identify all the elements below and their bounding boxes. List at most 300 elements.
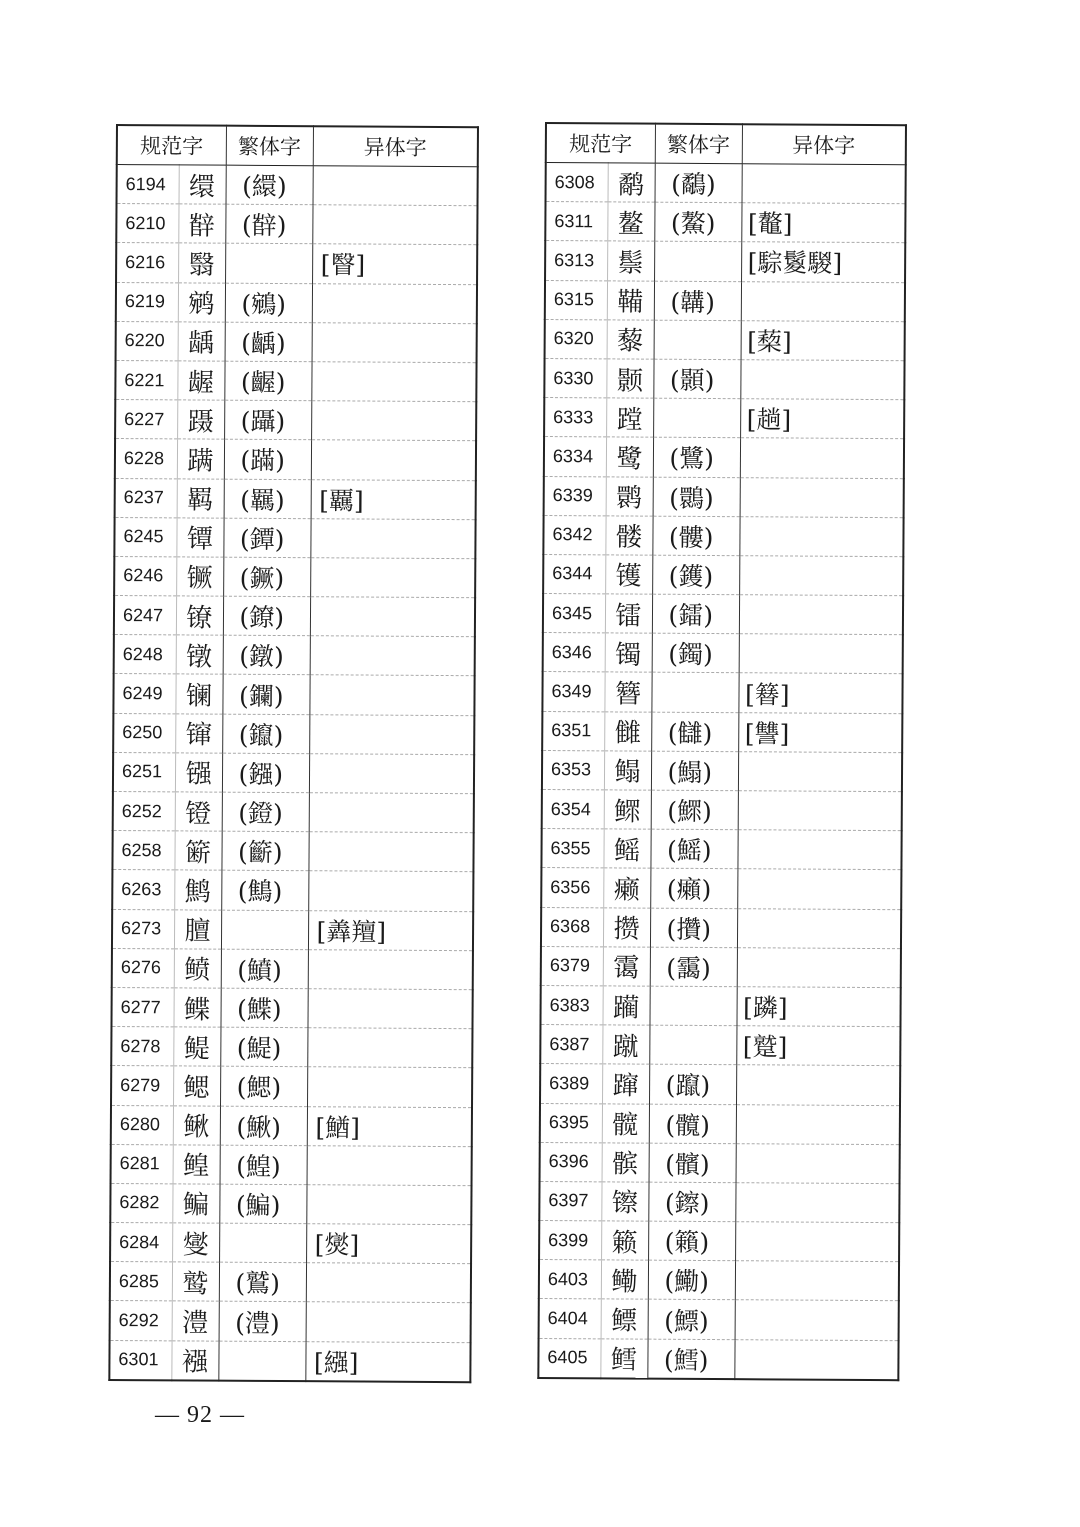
traditional-char: (鐳) [652, 594, 739, 634]
table-row [541, 868, 901, 909]
standard-char: 霭 [603, 947, 650, 986]
char-number: 6276 [112, 948, 174, 988]
variant-char [307, 1028, 472, 1068]
standard-char: 鳅 [173, 1105, 220, 1144]
traditional-char: (齷) [224, 361, 311, 401]
variant-char [735, 1261, 899, 1301]
standard-char: 镡 [176, 518, 223, 557]
traditional-char [653, 398, 740, 438]
char-number: 6248 [114, 635, 176, 675]
traditional-char: (澧) [219, 1302, 306, 1342]
standard-char: 鹮 [606, 476, 653, 515]
standard-char: 籁 [601, 1221, 648, 1260]
char-number: 6249 [113, 674, 175, 714]
char-number: 6379 [541, 946, 603, 986]
table-row [116, 204, 477, 245]
variant-char [736, 1065, 900, 1105]
variant-char [736, 1104, 900, 1144]
table-row [110, 1262, 471, 1303]
variant-char [738, 791, 902, 831]
table-header-row [546, 123, 906, 165]
traditional-char: (羈) [224, 479, 311, 519]
standard-char: 蹑 [177, 400, 224, 439]
variant-char [306, 1185, 471, 1225]
table-row [544, 358, 904, 399]
variant-char [737, 830, 901, 870]
char-number: 6219 [116, 282, 178, 322]
table-row [539, 1181, 899, 1222]
table-row [540, 1142, 900, 1183]
char-number: 6277 [111, 987, 173, 1027]
traditional-char: (鷲) [219, 1262, 306, 1302]
char-number: 6351 [542, 711, 604, 751]
traditional-char: (齲) [225, 322, 312, 362]
variant-char [310, 636, 475, 676]
char-number: 6346 [543, 633, 605, 673]
traditional-char [218, 1341, 305, 1381]
char-number: 6383 [540, 985, 602, 1025]
char-number: 6278 [111, 1027, 173, 1067]
char-number: 6399 [539, 1221, 601, 1261]
variant-char: [覊] [311, 479, 476, 519]
character-table-left [108, 124, 479, 1383]
standard-char: 缳 [179, 165, 226, 204]
table-row [543, 554, 903, 595]
standard-char: 髌 [602, 1143, 649, 1182]
traditional-char [649, 1025, 736, 1065]
char-number: 6194 [117, 165, 179, 205]
traditional-char: (顥) [653, 359, 740, 399]
traditional-char [654, 320, 741, 360]
table-row [117, 165, 478, 206]
char-number: 6245 [114, 517, 176, 557]
variant-char [309, 793, 474, 833]
table-row [541, 946, 901, 987]
table-row [113, 752, 474, 793]
standard-char: 鲼 [174, 949, 221, 988]
traditional-char: (鰲) [654, 202, 741, 242]
char-number: 6284 [110, 1223, 172, 1263]
standard-char: 鳏 [604, 790, 651, 829]
traditional-char: (鰓) [220, 1066, 307, 1106]
char-number: 6227 [115, 400, 177, 440]
table-row [540, 1025, 900, 1066]
table-row [111, 1144, 472, 1185]
standard-char: 簖 [174, 831, 221, 870]
table-row [541, 829, 901, 870]
standard-char: 鞴 [607, 280, 654, 319]
traditional-char: (籟) [648, 1221, 735, 1261]
table-row [113, 674, 474, 715]
standard-char: 鳐 [603, 829, 650, 868]
variant-char [307, 1145, 472, 1185]
char-number: 6301 [109, 1340, 171, 1380]
table-body-left [109, 165, 477, 1382]
variant-char: [趟] [740, 399, 904, 439]
variant-char [310, 597, 475, 637]
standard-char: 镦 [176, 635, 223, 674]
variant-char [306, 1263, 471, 1303]
standard-char: 镭 [605, 594, 652, 633]
standard-char: 髋 [602, 1103, 649, 1142]
standard-char: 镧 [175, 674, 222, 713]
table-row [540, 1103, 900, 1144]
table-row [540, 985, 900, 1026]
header-traditional-char: 繁体字 [655, 124, 742, 164]
traditional-char: (髕) [649, 1143, 736, 1183]
standard-char: 镲 [601, 1182, 648, 1221]
char-number: 6356 [541, 868, 603, 908]
standard-char: 躏 [602, 986, 649, 1025]
standard-char: 羁 [177, 478, 224, 517]
standard-char: 鹫 [172, 1262, 219, 1301]
traditional-char: (蹣) [224, 439, 311, 479]
table-row [539, 1260, 899, 1301]
standard-char: 蹴 [602, 1025, 649, 1064]
table-row [115, 400, 476, 441]
standard-char: 鳌 [607, 202, 654, 241]
standard-char: 蹒 [177, 439, 224, 478]
variant-char: [瞖] [312, 244, 477, 284]
traditional-char: (鱝) [221, 949, 308, 989]
table-row [539, 1221, 899, 1262]
variant-char: [簮] [738, 673, 902, 713]
table-header-row [117, 125, 478, 167]
char-number: 6339 [544, 476, 606, 516]
char-number: 6405 [538, 1338, 600, 1378]
char-number: 6252 [113, 791, 175, 831]
standard-char: 镬 [605, 555, 652, 594]
variant-char: [羴羶] [308, 910, 473, 950]
table-row [542, 750, 902, 791]
variant-char [737, 869, 901, 909]
standard-char: 镯 [605, 633, 652, 672]
traditional-char: (鰩) [650, 829, 737, 869]
standard-char: 鳃 [173, 1066, 220, 1105]
variant-char [739, 634, 903, 674]
table-row [112, 831, 473, 872]
table-row [544, 476, 904, 517]
traditional-char: (鐐) [223, 596, 310, 636]
standard-char: 鳕 [600, 1338, 647, 1378]
variant-char [311, 362, 476, 402]
variant-char [306, 1302, 471, 1342]
char-number: 6281 [111, 1144, 173, 1184]
standard-char: 鳊 [172, 1184, 219, 1223]
traditional-char [221, 910, 308, 950]
traditional-char: (鐙) [222, 792, 309, 832]
traditional-char [225, 244, 312, 284]
table-row [110, 1183, 471, 1224]
traditional-char: (靄) [650, 947, 737, 987]
table-row [110, 1301, 471, 1342]
variant-char [735, 1222, 899, 1262]
variant-char [309, 675, 474, 715]
variant-char [742, 164, 906, 204]
traditional-char: (䴉) [653, 477, 740, 517]
header-variant-char: 异体字 [313, 126, 478, 167]
char-number: 6280 [111, 1105, 173, 1145]
variant-char: [鼇] [741, 203, 905, 243]
char-number: 6395 [540, 1103, 602, 1143]
variant-char [735, 1183, 899, 1223]
char-number: 6237 [115, 478, 177, 518]
traditional-char: (韝) [654, 281, 741, 321]
standard-char: 髅 [605, 516, 652, 555]
variant-char: [鰌] [307, 1106, 472, 1146]
char-number: 6311 [545, 202, 607, 242]
variant-char [309, 714, 474, 754]
variant-char [739, 556, 903, 596]
standard-char: 鳇 [173, 1145, 220, 1184]
variant-char [736, 1143, 900, 1183]
char-number: 6221 [115, 360, 177, 400]
char-number: 6368 [541, 907, 603, 947]
traditional-char: (攢) [650, 908, 737, 948]
variant-char [312, 205, 477, 245]
standard-char: 镢 [176, 557, 223, 596]
table-row [541, 907, 901, 948]
char-number: 6263 [112, 870, 174, 910]
variant-char [737, 947, 901, 987]
variant-char [734, 1339, 898, 1380]
standard-char: 鹬 [608, 163, 655, 202]
standard-char: 蹚 [606, 398, 653, 437]
table-row [112, 909, 473, 950]
traditional-char: (躡) [224, 400, 311, 440]
table-row [111, 1105, 472, 1146]
traditional-char [651, 673, 738, 713]
table-row [110, 1223, 471, 1264]
traditional-char: (鑊) [652, 555, 739, 595]
char-number: 6396 [540, 1142, 602, 1182]
table-row [113, 713, 474, 754]
variant-char [311, 440, 476, 480]
table-row [114, 596, 475, 637]
table-row [542, 672, 902, 713]
traditional-char: (鵷) [225, 283, 312, 323]
table-row [545, 241, 905, 282]
standard-char: 镣 [176, 596, 223, 635]
variant-char [307, 989, 472, 1029]
char-number: 6292 [110, 1301, 172, 1341]
char-number: 6220 [116, 321, 178, 361]
char-number: 6344 [543, 554, 605, 594]
standard-char: 鳓 [601, 1260, 648, 1299]
traditional-char: (繯) [226, 165, 313, 205]
variant-char: [讐] [738, 712, 902, 752]
char-number: 6389 [540, 1064, 602, 1104]
char-number: 6246 [114, 556, 176, 596]
variant-char: [蔾] [741, 320, 905, 360]
traditional-char: (髖) [649, 1104, 736, 1144]
traditional-char: (鰳) [648, 1260, 735, 1300]
traditional-char: (鯿) [219, 1184, 306, 1224]
standard-char: 鳎 [604, 751, 651, 790]
table-row [113, 791, 474, 832]
char-number: 6315 [545, 280, 607, 320]
standard-char: 襁 [171, 1340, 218, 1380]
table-row [543, 633, 903, 674]
table-row [112, 948, 473, 989]
standard-char: 镪 [175, 753, 222, 792]
variant-char [740, 360, 904, 400]
traditional-char: (鰨) [651, 751, 738, 791]
char-number: 6333 [544, 398, 606, 438]
standard-char: 鲽 [173, 988, 220, 1027]
standard-char: 鳀 [173, 1027, 220, 1066]
table-row [115, 478, 476, 519]
variant-char [739, 516, 903, 556]
traditional-char: (鷸) [655, 163, 742, 203]
traditional-char [219, 1223, 306, 1263]
variant-char: [爕] [306, 1224, 471, 1264]
table-row [545, 280, 905, 321]
char-number: 6349 [542, 672, 604, 712]
table-body-right [538, 163, 905, 1380]
traditional-char: (鑭) [222, 675, 309, 715]
char-number: 6334 [544, 437, 606, 477]
variant-char [308, 832, 473, 872]
traditional-char: (鰥) [651, 790, 738, 830]
variant-char [312, 322, 477, 362]
variant-char: [騌鬉騣] [741, 242, 905, 282]
standard-char: 鳔 [601, 1299, 648, 1338]
char-number: 6247 [114, 596, 176, 636]
char-number: 6216 [116, 243, 178, 283]
standard-char: 膻 [174, 909, 221, 948]
standard-char: 澧 [172, 1301, 219, 1340]
variant-char [738, 752, 902, 792]
traditional-char [654, 242, 741, 282]
standard-char: 鬃 [607, 241, 654, 280]
char-number: 6282 [110, 1183, 172, 1223]
table-row [544, 398, 904, 439]
traditional-char: (鐔) [223, 518, 310, 558]
variant-char: [繦] [313, 1347, 359, 1378]
char-number: 6279 [111, 1066, 173, 1106]
traditional-char: (鰾) [648, 1300, 735, 1340]
variant-char [739, 595, 903, 635]
table-row [111, 1027, 472, 1068]
traditional-char: (讎) [651, 712, 738, 752]
traditional-char: (躥) [649, 1064, 736, 1104]
standard-char: 鹓 [178, 282, 225, 321]
traditional-char: (鷦) [221, 871, 308, 911]
char-number: 6353 [542, 750, 604, 790]
variant-char [308, 871, 473, 911]
variant-char [311, 401, 476, 441]
char-number: 6210 [116, 204, 178, 244]
variant-char: [蹵] [736, 1026, 900, 1066]
table-row [543, 515, 903, 556]
table-row [540, 1064, 900, 1105]
char-number: 6313 [545, 241, 607, 281]
standard-char: 镫 [175, 792, 222, 831]
table-row [111, 987, 472, 1028]
table-row [545, 319, 905, 360]
standard-char: 雠 [604, 711, 651, 750]
traditional-char: (鑔) [648, 1182, 735, 1222]
traditional-char: (鐝) [223, 557, 310, 597]
header-traditional-char: 繁体字 [226, 126, 313, 166]
char-number: 6308 [546, 163, 608, 203]
char-number: 6345 [543, 594, 605, 634]
standard-char: 辥 [178, 204, 225, 243]
char-number: 6355 [541, 829, 603, 869]
variant-char [737, 908, 901, 948]
variant-char [307, 1067, 472, 1107]
table-row [116, 321, 477, 362]
variant-char [309, 754, 474, 794]
traditional-char: (髏) [652, 516, 739, 556]
char-number: 6258 [112, 831, 174, 871]
standard-char: 攒 [603, 907, 650, 946]
variant-char [735, 1300, 899, 1340]
char-number: 6320 [545, 319, 607, 359]
variant-char [308, 949, 473, 989]
standard-char: 簪 [604, 672, 651, 711]
variant-char [312, 283, 477, 323]
char-number: 6354 [542, 789, 604, 829]
char-number: 6251 [113, 752, 175, 792]
char-number: 6404 [539, 1299, 601, 1339]
standard-char: 蹿 [602, 1064, 649, 1103]
table-row [114, 635, 475, 676]
standard-char: 镩 [175, 713, 222, 752]
char-number: 6403 [539, 1260, 601, 1300]
table-row [116, 243, 477, 284]
traditional-char: (鰉) [220, 1145, 307, 1185]
traditional-char: (癩) [650, 869, 737, 909]
traditional-char: (鰍) [220, 1106, 307, 1146]
variant-char [310, 518, 475, 558]
standard-char: 鹭 [606, 437, 653, 476]
variant-char [310, 558, 475, 598]
table-row [115, 439, 476, 480]
traditional-char: (鐓) [223, 635, 310, 675]
traditional-char: (鏹) [222, 753, 309, 793]
table-row [538, 1338, 898, 1380]
traditional-char: (鐲) [652, 633, 739, 673]
variant-char [741, 281, 905, 321]
variant-char [740, 477, 904, 517]
char-number: 6285 [110, 1262, 172, 1302]
char-number: 6330 [544, 358, 606, 398]
standard-char: 龌 [177, 361, 224, 400]
table-row [546, 163, 906, 204]
standard-char: 藜 [607, 320, 654, 359]
standard-char: 颢 [606, 359, 653, 398]
table-row [542, 711, 902, 752]
table-row [542, 789, 902, 830]
char-number: 6273 [112, 909, 174, 949]
traditional-char: (鱈) [647, 1339, 734, 1379]
character-table-right [537, 122, 907, 1381]
char-number: 6228 [115, 439, 177, 479]
table-row [115, 360, 476, 401]
table-row [114, 556, 475, 597]
table-row [109, 1340, 470, 1382]
traditional-char: (鯷) [220, 1027, 307, 1067]
standard-char: 龋 [178, 322, 225, 361]
header-variant-char: 异体字 [742, 124, 906, 165]
traditional-char: (鷺) [653, 437, 740, 477]
char-number: 6250 [113, 713, 175, 753]
variant-char [740, 438, 904, 478]
char-number: 6397 [539, 1181, 601, 1221]
standard-char: 翳 [178, 243, 225, 282]
